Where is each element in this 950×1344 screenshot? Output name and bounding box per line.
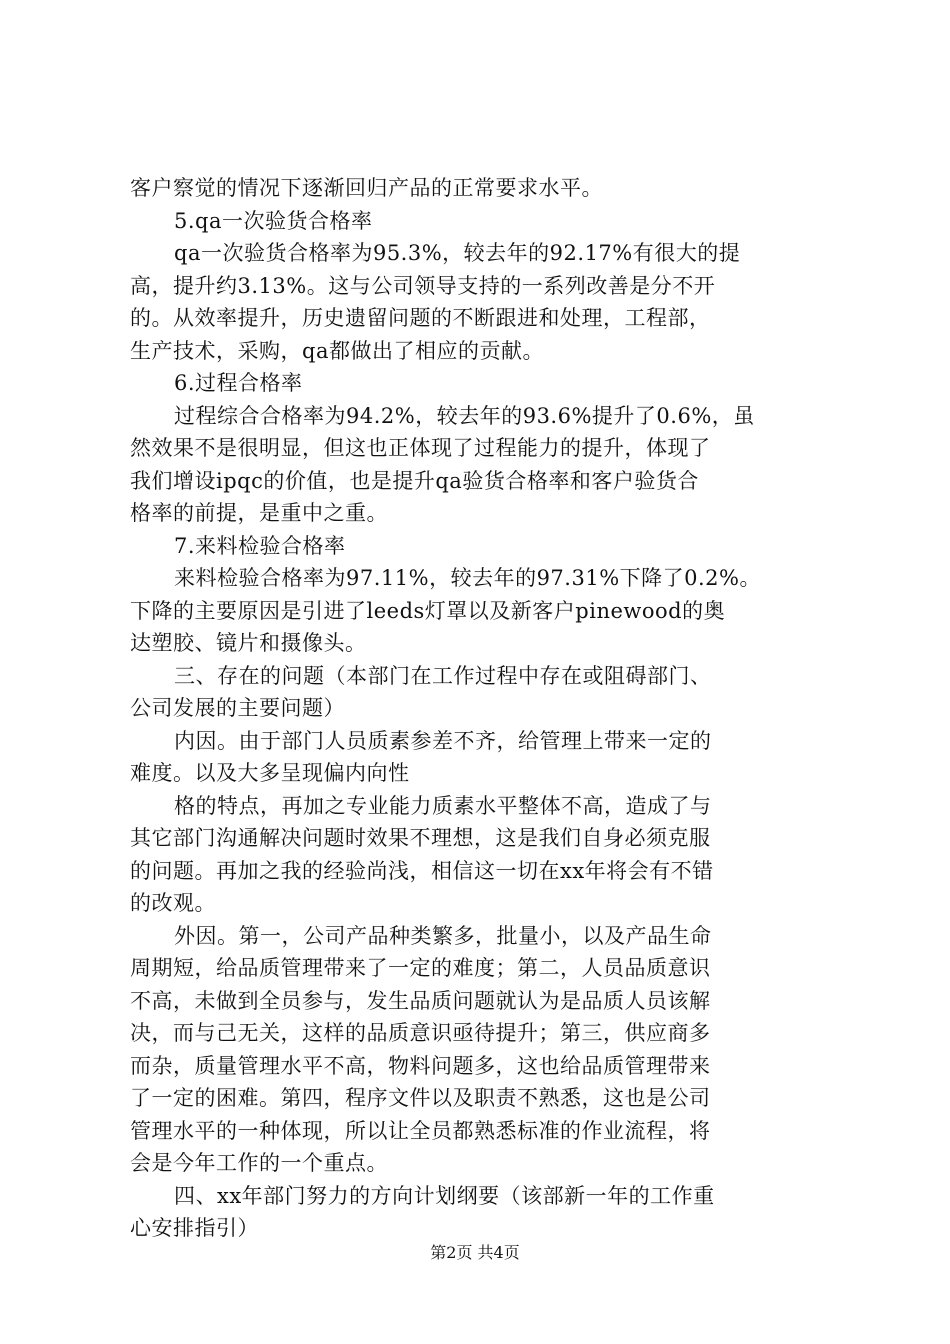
text-line: 会是今年工作的一个重点。: [130, 1151, 388, 1175]
text-line: 的改观。: [130, 891, 216, 915]
text-line: 来料检验合格率为97.11%，较去年的97.31%下降了0.2%。: [174, 566, 761, 590]
document-body: [130, 172, 830, 1245]
text-line: 了一定的困难。第四，程序文件以及职责不熟悉，这也是公司: [130, 1086, 711, 1110]
text-line: 7.来料检验合格率: [174, 533, 346, 558]
text-line: 的问题。再加之我的经验尚浅，相信这一切在xx年将会有不错: [130, 858, 714, 883]
text-line: 下降的主要原因是引进了leeds灯罩以及新客户pinewood的奥: [130, 598, 726, 623]
text-line: 生产技术，采购，qa都做出了相应的贡献。: [130, 338, 544, 363]
text-line: 达塑胶、镜片和摄像头。: [130, 631, 367, 655]
text-line: 外因。第一，公司产品种类繁多，批量小，以及产品生命: [174, 923, 712, 948]
text-line: 5.qa一次验货合格率: [174, 208, 373, 233]
text-line: qa一次验货合格率为95.3%，较去年的92.17%有很大的提: [174, 241, 741, 265]
text-line: 公司发展的主要问题）: [130, 696, 345, 720]
text-line: 的。从效率提升，历史遗留问题的不断跟进和处理，工程部，: [130, 306, 711, 330]
text-line: 三、存在的问题（本部门在工作过程中存在或阻碍部门、: [174, 663, 712, 688]
page-footer: 第2页 共4页: [430, 1243, 520, 1262]
text-line: 不高，未做到全员参与，发生品质问题就认为是品质人员该解: [130, 988, 711, 1013]
text-line: 客户察觉的情况下逐渐回归产品的正常要求水平。: [130, 176, 603, 200]
text-line: 四、xx年部门努力的方向计划纲要（该部新一年的工作重: [174, 1183, 715, 1208]
text-line: 难度。以及大多呈现偏内向性: [130, 761, 410, 785]
text-line: 管理水平的一种体现，所以让全员都熟悉标准的作业流程，将: [130, 1118, 711, 1143]
text-line: 而杂，质量管理水平不高，物料问题多，这也给品质管理带来: [130, 1053, 711, 1078]
text-line: 格的特点，再加之专业能力质素水平整体不高，造成了与: [174, 793, 712, 818]
text-line: 周期短，给品质管理带来了一定的难度；第二，人员品质意识: [130, 956, 711, 980]
text-line: 过程综合合格率为94.2%，较去年的93.6%提升了0.6%，虽: [174, 403, 755, 428]
text-line: 6.过程合格率: [174, 371, 303, 395]
text-line: 决，而与己无关，这样的品质意识亟待提升；第三，供应商多: [130, 1021, 711, 1045]
text-line: 格率的前提，是重中之重。: [130, 501, 388, 525]
text-line: 心安排指引）: [130, 1216, 259, 1240]
text-line: 然效果不是很明显，但这也正体现了过程能力的提升，体现了: [130, 436, 711, 460]
text-line: 我们增设ipqc的价值，也是提升qa验货合格率和客户验货合: [130, 468, 699, 493]
text-line: 高，提升约3.13%。这与公司领导支持的一系列改善是分不开: [130, 273, 716, 298]
text-line: 其它部门沟通解决问题时效果不理想，这是我们自身必须克服: [130, 826, 711, 850]
text-line: 内因。由于部门人员质素参差不齐，给管理上带来一定的: [174, 728, 712, 753]
